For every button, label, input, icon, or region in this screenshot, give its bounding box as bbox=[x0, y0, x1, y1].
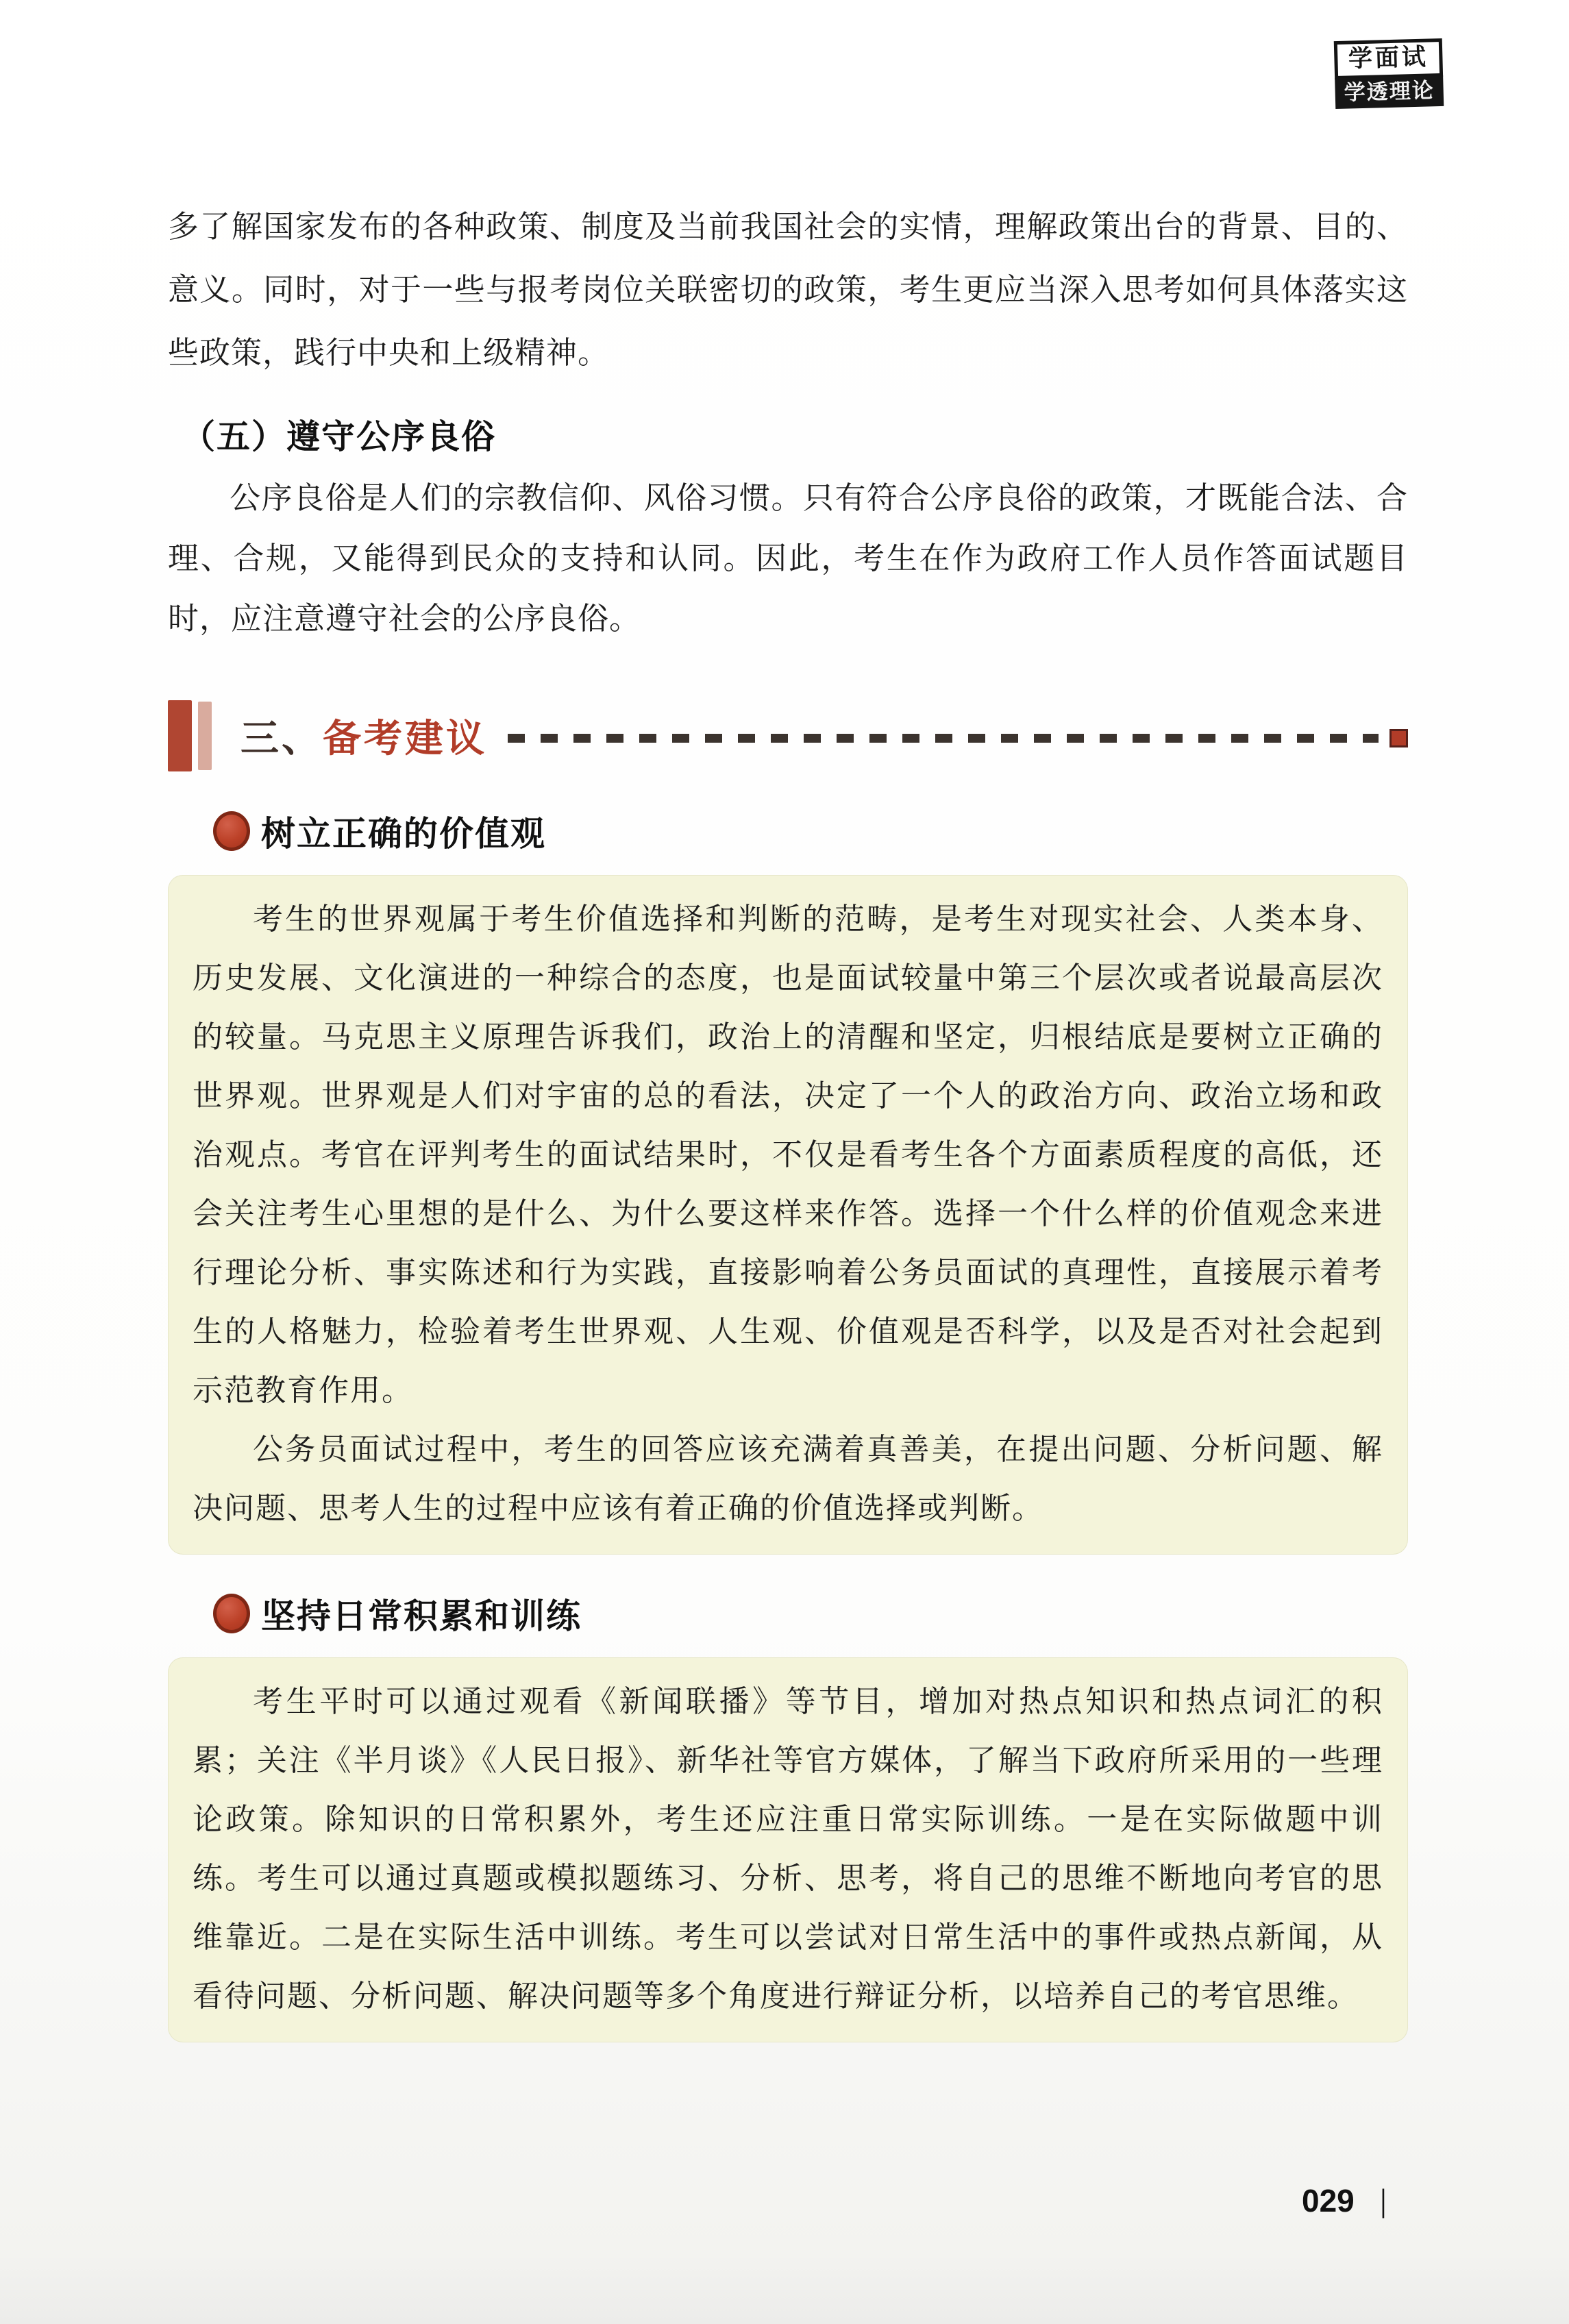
section-marker-bar-light-icon bbox=[198, 702, 212, 770]
corner-badge-subtitle: 学透理论 bbox=[1335, 75, 1444, 108]
advice-item-2-paragraph-1: 考生平时可以通过观看《新闻联播》等节目，增加对热点知识和热点词汇的积累；关注《半月谈》《人民日报》、新华社等官方媒体，了解当下政府所采用的一些理论政策。除知识的日常积累外，考生还应注重日常实际训练。一是在实际做题中训练。考生可以通过真题或模拟题练习、分析、思考，将自己的思维不断地向考官的思维靠近。二是在实际生活中训练。考生可以尝试对日常生活中的事件或热点新闻，从看待问题、分析问题、解决问题等多个角度进行辩证分析，以培养自己的考官思维。 bbox=[193, 1685, 1383, 2013]
advice-item-2-heading bbox=[168, 1589, 1408, 1638]
advice-section-header bbox=[168, 700, 1408, 772]
dashed-rule bbox=[508, 734, 1379, 743]
subsection-five-paragraph: 公序良俗是人们的宗教信仰、风俗习惯。只有符合公序良俗的政策，才既能合法、合理、合规，又能得到民众的支持和认同。因此，考生在作为政府工作人员作答面试题目时，应注意遵守社会的公序良俗。 bbox=[168, 480, 1408, 636]
advice-section-title-text: 备考建议 bbox=[323, 717, 487, 760]
page-content bbox=[168, 195, 1408, 2042]
advice-item-2-highlight-block bbox=[168, 1657, 1408, 2042]
page-number-separator: | bbox=[1380, 2183, 1386, 2218]
advice-item-1-heading-text: 树立正确的价值观 bbox=[261, 815, 546, 853]
advice-item-1-heading bbox=[168, 806, 1408, 856]
red-dot-bullet-icon bbox=[213, 811, 250, 851]
subsection-five-heading: （五）遵守公序良俗 bbox=[182, 419, 497, 456]
advice-item-1-paragraph-2: 公务员面试过程中，考生的回答应该充满着真善美，在提出问题、分析问题、解决问题、思考人生的过程中应该有着正确的价值选择或判断。 bbox=[193, 1433, 1383, 1525]
corner-badge-series-title: 学面试 bbox=[1334, 38, 1443, 79]
intro-paragraph: 多了解国家发布的各种政策、制度及当前我国社会的实情，理解政策出台的背景、目的、意义。同时，对于一些与报考岗位关联密切的政策，考生更应当深入思考如何具体落实这些政策，践行中央和上级精神。 bbox=[168, 209, 1408, 370]
page-number: 029 bbox=[1302, 2183, 1355, 2218]
red-dot-bullet-icon bbox=[213, 1594, 250, 1633]
advice-item-1-paragraph-1: 考生的世界观属于考生价值选择和判断的范畴，是考生对现实社会、人类本身、历史发展、文化演进的一种综合的态度，也是面试较量中第三个层次或者说最高层次的较量。马克思主义原理告诉我们，政治上的清醒和坚定，归根结底是要树立正确的世界观。世界观是人们对宇宙的总的看法，决定了一个人的政治方向、政治立场和政治观点。考官在评判考生的面试结果时，不仅是看考生各个方面素质程度的高低，还会关注考生心里想的是什么、为什么要这样来作答。选择一个什么样的价值观念来进行理论分析、事实陈述和行为实践，直接影响着公务员面试的真理性，直接展示着考生的人格魅力，检验着考生世界观、人生观、价值观是否科学，以及是否对社会起到示范教育作用。 bbox=[193, 902, 1383, 1407]
section-marker-bar-icon bbox=[168, 700, 192, 771]
page-footer bbox=[1302, 2182, 1387, 2219]
dashed-rule-end-icon bbox=[1389, 729, 1408, 747]
advice-item-1-highlight-block bbox=[168, 875, 1408, 1555]
advice-item-2-heading-text: 坚持日常积累和训练 bbox=[261, 1597, 582, 1635]
advice-section-number: 三、 bbox=[240, 717, 323, 760]
corner-badge bbox=[1334, 38, 1444, 109]
advice-section-title bbox=[240, 708, 487, 763]
